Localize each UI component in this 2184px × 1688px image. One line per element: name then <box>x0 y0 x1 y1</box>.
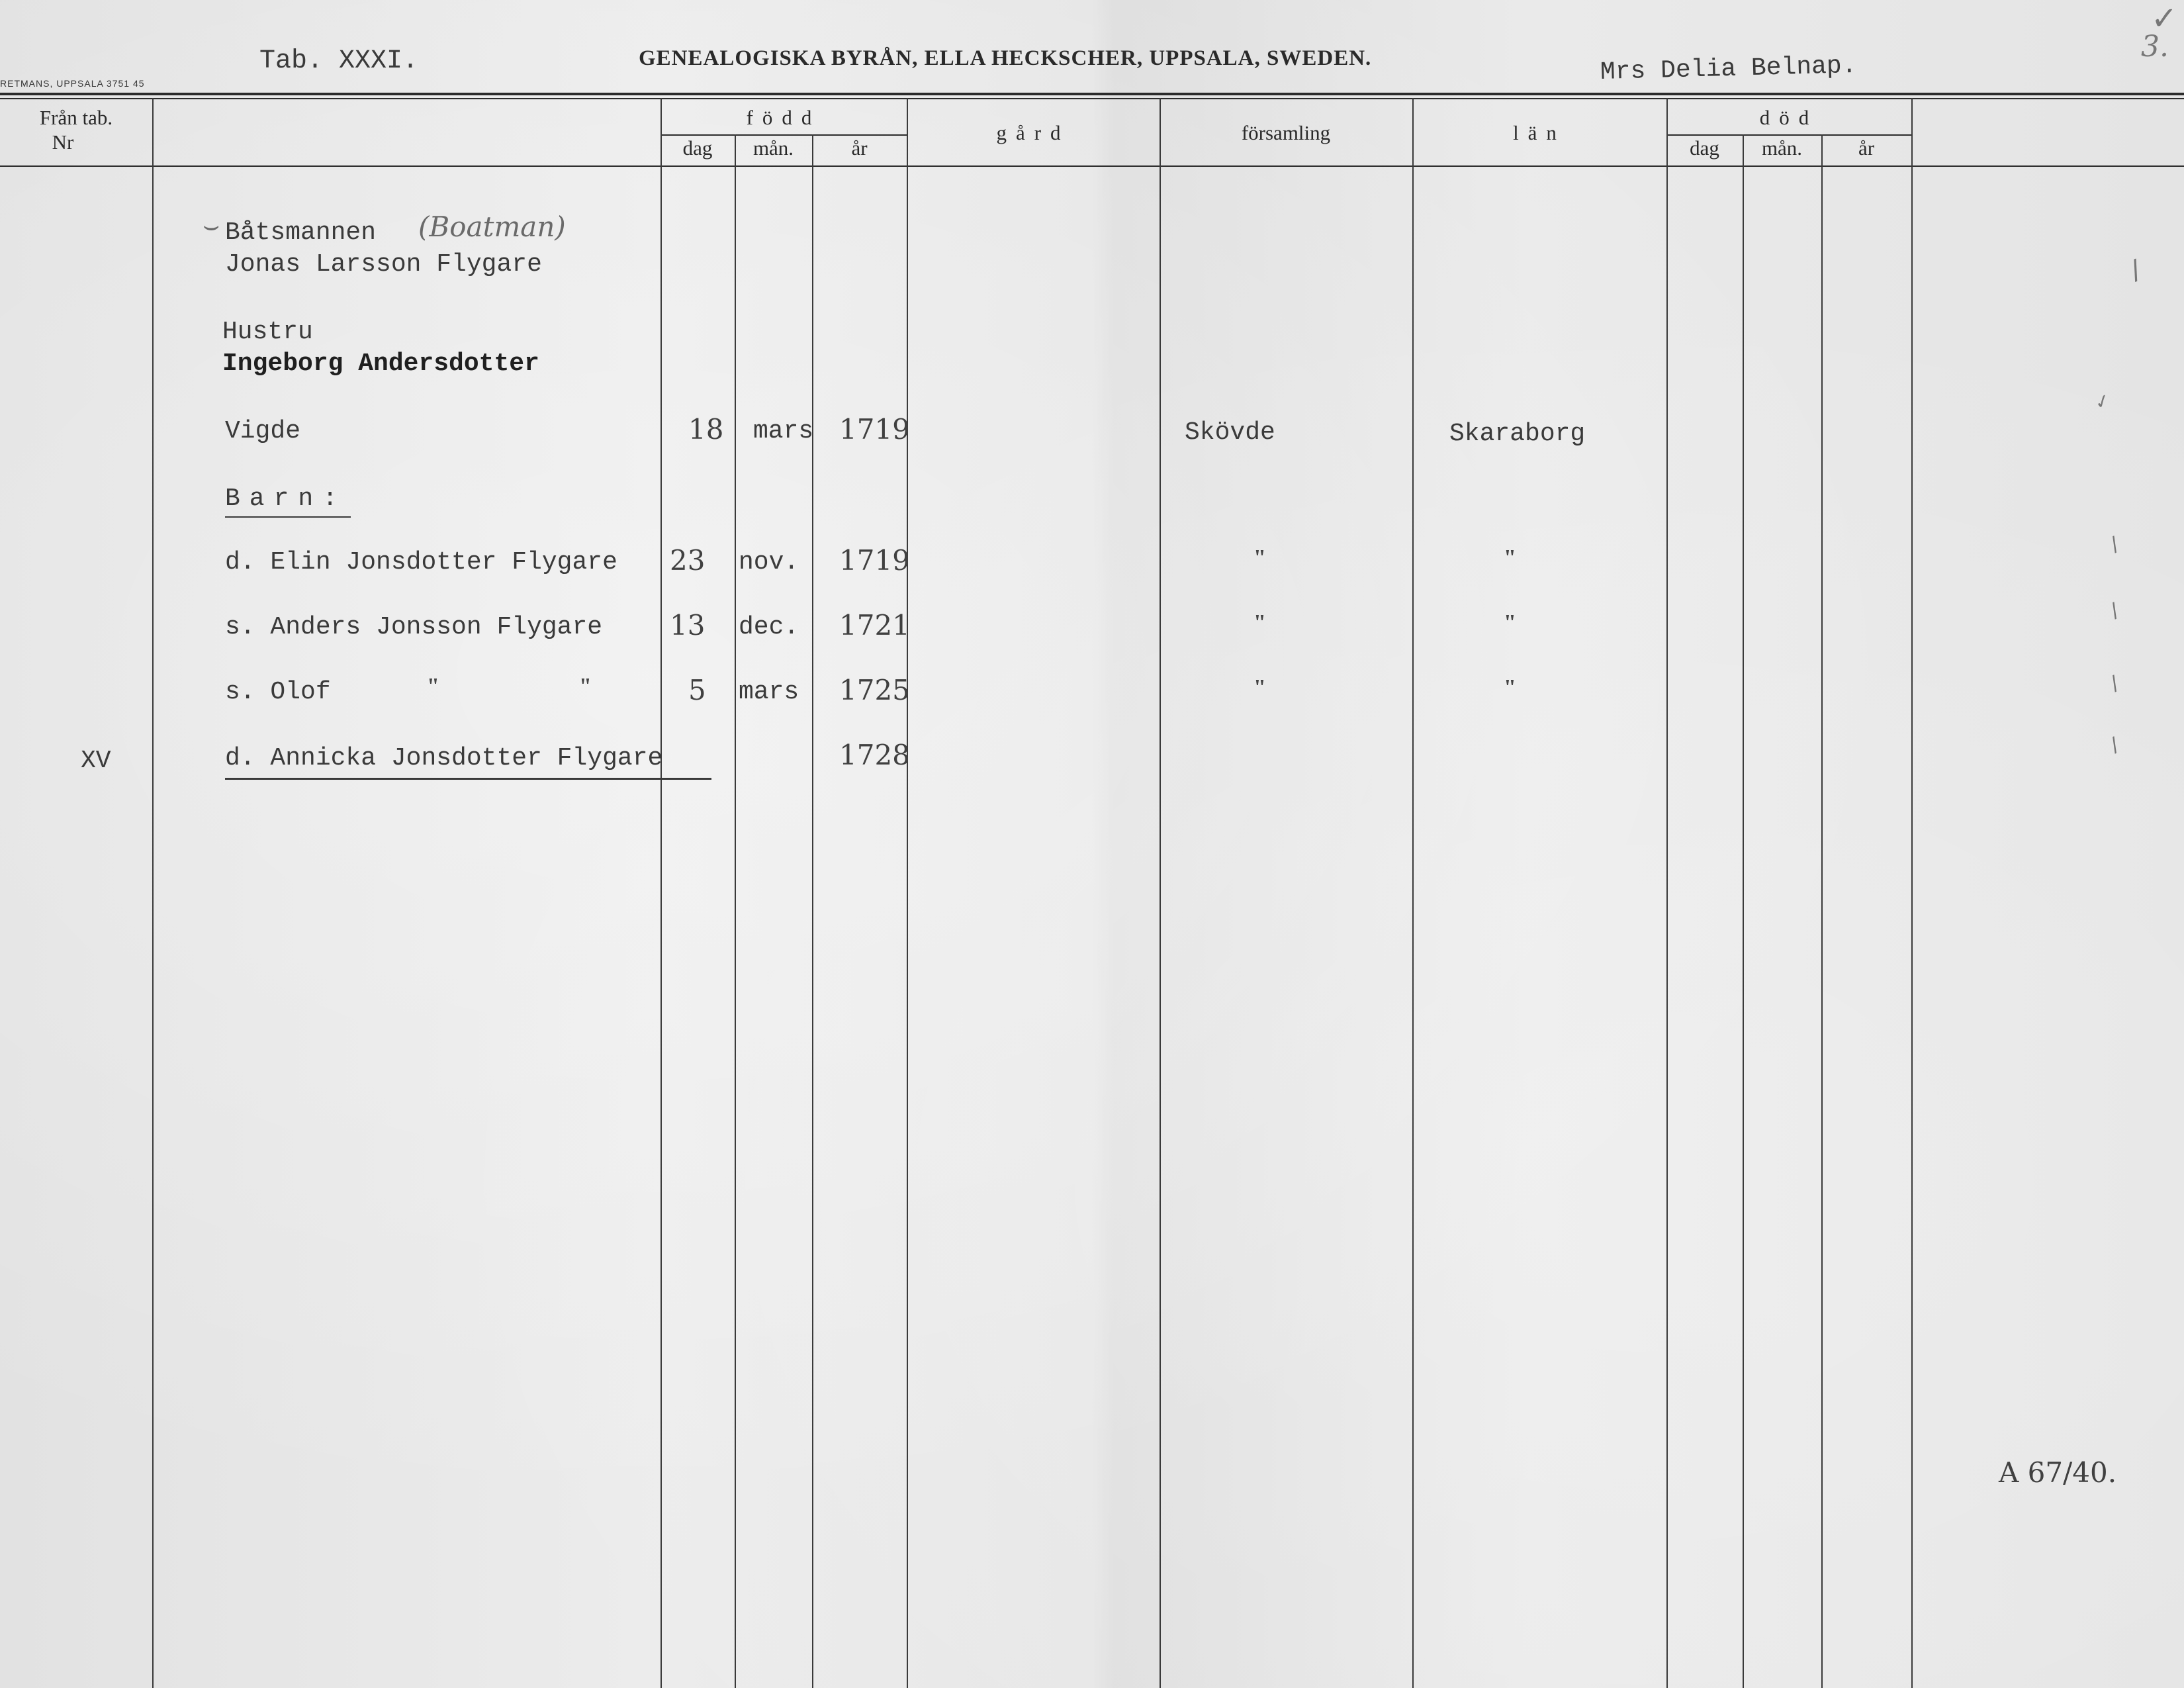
marriage-label: Vigde <box>225 417 301 445</box>
name-ditto: " <box>579 674 592 698</box>
marriage-year: 1719 <box>839 413 910 445</box>
archive-reference: A 67/40. <box>1999 1456 2117 1489</box>
handwritten-note: (Boatman) <box>418 211 566 243</box>
column-divider <box>812 134 813 1688</box>
check-mark-icon: ✓ <box>2151 0 2178 37</box>
from-tab-header: Från tab. <box>39 106 113 129</box>
child-birth-day: 23 <box>670 544 705 577</box>
child-county-ditto: " <box>1504 675 1516 700</box>
child-county-ditto: " <box>1504 610 1516 635</box>
tab-number: Tab. XXXI. <box>259 46 419 76</box>
wife-title: Hustru <box>222 318 313 346</box>
agency-name: GENEALOGISKA BYRÅN, ELLA HECKSCHER, UPPSALA, SWEDEN. <box>639 46 1372 70</box>
check-mark-icon: / <box>2107 671 2123 696</box>
marriage-county: Skaraborg <box>1449 420 1586 448</box>
born-month-header: mån. <box>752 136 794 160</box>
header-rule-second <box>0 98 2184 99</box>
marriage-day: 18 <box>688 413 724 445</box>
column-divider <box>1412 98 1414 1688</box>
children-label-underline <box>225 516 351 518</box>
column-divider <box>1160 98 1161 1688</box>
column-divider <box>735 134 736 1688</box>
printer-imprint: RETMANS, UPPSALA 3751 45 <box>0 78 145 89</box>
column-divider <box>152 98 154 1688</box>
column-divider <box>1821 134 1823 1688</box>
child-birth-month: mars <box>739 678 799 706</box>
children-label: Barn: <box>225 485 347 513</box>
born-header: född <box>746 106 821 129</box>
county-header: län <box>1513 121 1566 144</box>
column-divider <box>907 98 908 1688</box>
born-year-header: år <box>851 136 868 160</box>
wife-name: Ingeborg Andersdotter <box>222 350 539 378</box>
column-divider <box>1743 134 1744 1688</box>
check-mark-icon: / <box>2126 254 2145 286</box>
child-birth-day: 13 <box>670 609 705 641</box>
column-divider <box>1911 98 1913 1688</box>
child-entry: d. Elin Jonsdotter Flygare <box>225 548 617 577</box>
child-parish-ditto: " <box>1253 610 1266 635</box>
born-subheader-rule <box>660 134 907 136</box>
child-birth-year: 1725 <box>839 674 910 706</box>
died-subheader-rule <box>1666 134 1911 136</box>
died-month-header: mån. <box>1761 136 1803 160</box>
child-birth-year: 1721 <box>839 609 910 641</box>
marriage-parish: Skövde <box>1185 418 1275 447</box>
check-mark-icon: / <box>2107 733 2123 757</box>
died-day-header: dag <box>1690 136 1719 160</box>
child-entry: s. Anders Jonsson Flygare <box>225 613 603 641</box>
child-birth-month: dec. <box>739 613 799 641</box>
check-mark-icon: ⌣ <box>203 211 220 241</box>
child-parish-ditto: " <box>1253 545 1266 570</box>
check-mark-icon: / <box>2107 598 2123 623</box>
child-birth-year: 1719 <box>839 544 910 577</box>
corner-note: 3. <box>2141 30 2169 64</box>
name-ditto: " <box>427 674 439 698</box>
child-birth-month: nov. <box>739 548 799 577</box>
child-parish-ditto: " <box>1253 675 1266 700</box>
husband-name: Jonas Larsson Flygare <box>225 250 542 279</box>
died-header: död <box>1759 106 1819 129</box>
child-county-ditto: " <box>1504 545 1516 570</box>
child-entry: s. Olof <box>225 678 331 706</box>
from-tab-nr-header: Nr <box>52 130 74 154</box>
header-rule-bottom <box>0 165 2184 167</box>
died-year-header: år <box>1858 136 1875 160</box>
entry-underline <box>225 778 711 780</box>
client-name: Mrs Delia Belnap. <box>1600 51 1858 87</box>
column-divider <box>660 98 662 1688</box>
child-entry: d. Annicka Jonsdotter Flygare <box>225 744 663 773</box>
check-mark-icon: ✓ <box>2091 388 2114 415</box>
column-divider <box>1666 98 1668 1688</box>
header-rule-top <box>0 93 2184 95</box>
farm-header: gård <box>996 121 1070 144</box>
from-tab-number: XV <box>81 747 111 775</box>
parish-header: församling <box>1241 121 1331 144</box>
child-birth-day: 5 <box>688 674 706 706</box>
child-birth-year: 1728 <box>839 739 910 771</box>
marriage-month: mars <box>753 417 814 445</box>
born-day-header: dag <box>682 136 713 160</box>
check-mark-icon: / <box>2107 532 2123 557</box>
husband-title: Båtsmannen <box>225 218 377 247</box>
